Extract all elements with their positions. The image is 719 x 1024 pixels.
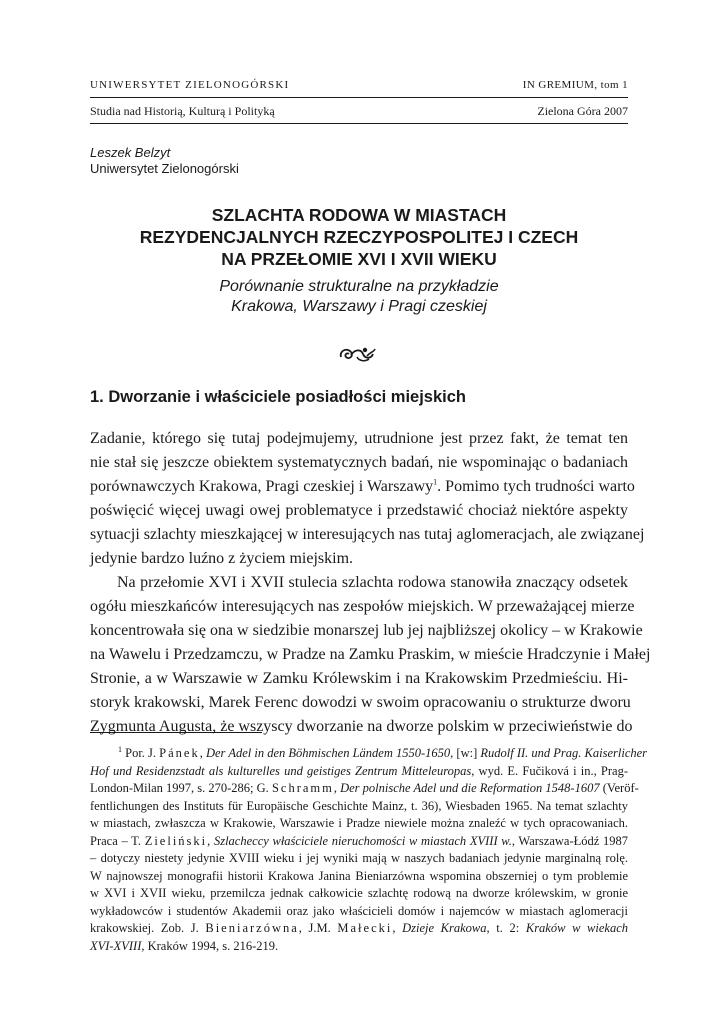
text-line: Zygmunta Augusta, że wszyscy dworzanie na dworze polskim w przeciwieństwie do: [90, 718, 633, 735]
article-subtitle: [90, 277, 628, 317]
text-line: poświęcić więcej uwagi owej problematyce i przedstawić chociaż niektóre aspekty: [90, 502, 628, 519]
author-affiliation: Uniwersytet Zielonogórski: [90, 161, 239, 176]
text-run: ,: [199, 746, 206, 760]
text-line: Na przełomie XVI i XVII stulecia szlachta rodowa stanowiła znaczący odsetek: [117, 574, 628, 591]
footnote-line: [90, 920, 628, 938]
text-line: jedynie bardzo luźno z życiem miejskim.: [90, 550, 354, 567]
footnote-ref[interactable]: 1: [433, 477, 438, 487]
title-line: REZYDENCJALNYCH RZECZYPOSPOLITEJ I CZECH: [139, 227, 579, 247]
footnote: [90, 744, 648, 955]
footnote-line: fentlichungen des Instituts für Europäische Geschichte Mainz, t. 36), Wiesbaden 1965. Na temat szlachty: [90, 798, 628, 813]
title-line: NA PRZEŁOMIE XVI I XVII WIEKU: [221, 249, 497, 269]
work-title: Szlacheccy właściciele nieruchomości w miastach XVIII w.: [213, 833, 512, 848]
text-run: ,: [392, 921, 403, 935]
text-run: , Warszawa-Łódź 1987: [511, 833, 628, 848]
text-line: [90, 475, 635, 499]
text-run: porównawczych Krakowa, Pragi czeskiej i Warszawy: [90, 478, 434, 495]
text-line: ogółu mieszkańców interesujących nas zespołów miejskich. W przeważającej mierze: [90, 598, 635, 615]
text-run: , wyd. E. Fučiková i in., Prag-: [471, 763, 628, 778]
journal-name: Studia nad Historią, Kulturą i Polityką: [90, 104, 275, 118]
work-title: Der polnische Adel und die Reformation 1548-1607: [340, 781, 600, 795]
spaced-author: Pánek: [159, 746, 200, 760]
text-line: nie stał się jeszcze obiektem systematycznych badań, nie wspominając o badaniach: [90, 454, 628, 471]
footnote-line: [90, 938, 628, 956]
spaced-author: Zieliński: [144, 833, 208, 848]
text-run: Praca – T.: [90, 833, 145, 848]
text-run: (Veröf-: [599, 781, 639, 795]
text-run: , Kraków 1994, s. 216-219.: [141, 938, 279, 953]
footnote-line: [90, 833, 628, 851]
text-run: ,: [207, 833, 214, 848]
footnote-line: wykładowców i studentów Akademii oraz jako właścicieli domów i najemców w miastach aglomeracji: [90, 903, 628, 918]
subtitle-line: Krakowa, Warszawy i Pragi czeskiej: [231, 298, 487, 315]
text-run: London-Milan 1997, s. 270-286; G.: [90, 781, 272, 795]
footnote-line: W najnowszej monografii historii Krakowa Janina Bieniarzówna wspomina obszerniej o tym problemie: [90, 868, 628, 883]
footnote-line: [90, 763, 628, 781]
text-run: , t. 2:: [486, 921, 526, 935]
paragraph: [90, 571, 651, 739]
text-line: sytuacji szlachty mieszkającej w interesujących nas tutaj aglomeracjach, ale związanej: [90, 526, 645, 543]
text-run: krakowskiej. Zob. J.: [90, 921, 206, 935]
section-heading: 1. Dworzanie i właściciele posiadłości miejskich: [90, 388, 466, 406]
journal-header: [90, 104, 628, 119]
main-text: [90, 427, 651, 739]
spaced-author: Schramm: [271, 781, 334, 795]
place-year: Zielona Góra 2007: [537, 104, 628, 118]
text-run: . Pomimo tych trudności warto: [437, 478, 635, 495]
paragraph: [90, 427, 645, 571]
subtitle-line: Porównanie strukturalne na przykładzie: [219, 278, 499, 295]
author-name: Leszek Belzyt: [90, 145, 171, 160]
footnote-line: w XVI i XVII wieku, przemilcza jednak całkowicie szlachtę rodową na dworze królewskim, w gronie: [90, 886, 628, 900]
text-line: storyk krakowski, Marek Ferenc dowodzi w swoim opracowaniu o strukturze dworu: [90, 694, 631, 711]
running-header: [90, 79, 628, 91]
university-name: UNIWERSYTET ZIELONOGÓRSKI: [90, 79, 290, 91]
footnote-line: [90, 780, 639, 798]
fleuron-ornament-icon: [337, 343, 377, 365]
text-run: , [w:]: [450, 746, 481, 760]
text-run: Por. J.: [122, 746, 160, 760]
work-title: Der Adel in den Böhmischen Ländem 1550-1650: [205, 746, 451, 760]
article-title: [90, 204, 628, 270]
title-line: SZLACHTA RODOWA W MIASTACH: [211, 205, 507, 225]
text-line: na Wawelu i Przedzamczu, w Pradze na Zamku Praskim, w mieście Hradczynie i Małej: [90, 646, 651, 663]
spaced-author: Bieniarzówna: [205, 921, 299, 935]
author-block: [90, 145, 239, 177]
footnote-rule: [90, 732, 262, 733]
text-line: Zadanie, którego się tutaj podejmujemy, utrudnione jest przez fakt, że temat ten: [90, 430, 628, 447]
footnote-line: [90, 744, 648, 763]
text-run: ,: [333, 781, 341, 795]
journal-rule: [90, 123, 628, 124]
work-title: Hof und Residenzstadt als kulturelles und geistiges Zentrum Mitteleuropas: [90, 763, 472, 778]
header-rule: [90, 97, 628, 98]
work-title: XVI-XVIII: [90, 938, 142, 953]
series-volume: IN GREMIUM, tom 1: [522, 79, 628, 91]
work-title: Kraków w wiekach: [525, 921, 628, 935]
footnote-line: – dotyczy niestety jedynie XVIII wieku i jej wyniki mają w naszych badaniach jedynie marginalną rolę.: [90, 851, 628, 865]
work-title: Rudolf II. und Prag. Kaiserlicher: [480, 746, 648, 760]
work-title: Dzieje Krakowa: [402, 921, 487, 935]
text-line: Stronie, a w Warszawie w Zamku Królewskim i na Krakowskim Przedmieściu. Hi-: [90, 670, 628, 687]
text-line: koncentrowała się ona w siedzibie monarszej lub jej najbliższej okolicy – w Krakowie: [90, 622, 643, 639]
footnote-line: w miastach, zwłaszcza w Krakowie, Warszawie i Pradze niewiele można znaleźć w tych opracowaniach.: [90, 816, 628, 830]
footnote-marker: 1: [118, 744, 122, 754]
spaced-author: Małecki: [337, 921, 393, 935]
text-run: , J.M.: [298, 921, 338, 935]
